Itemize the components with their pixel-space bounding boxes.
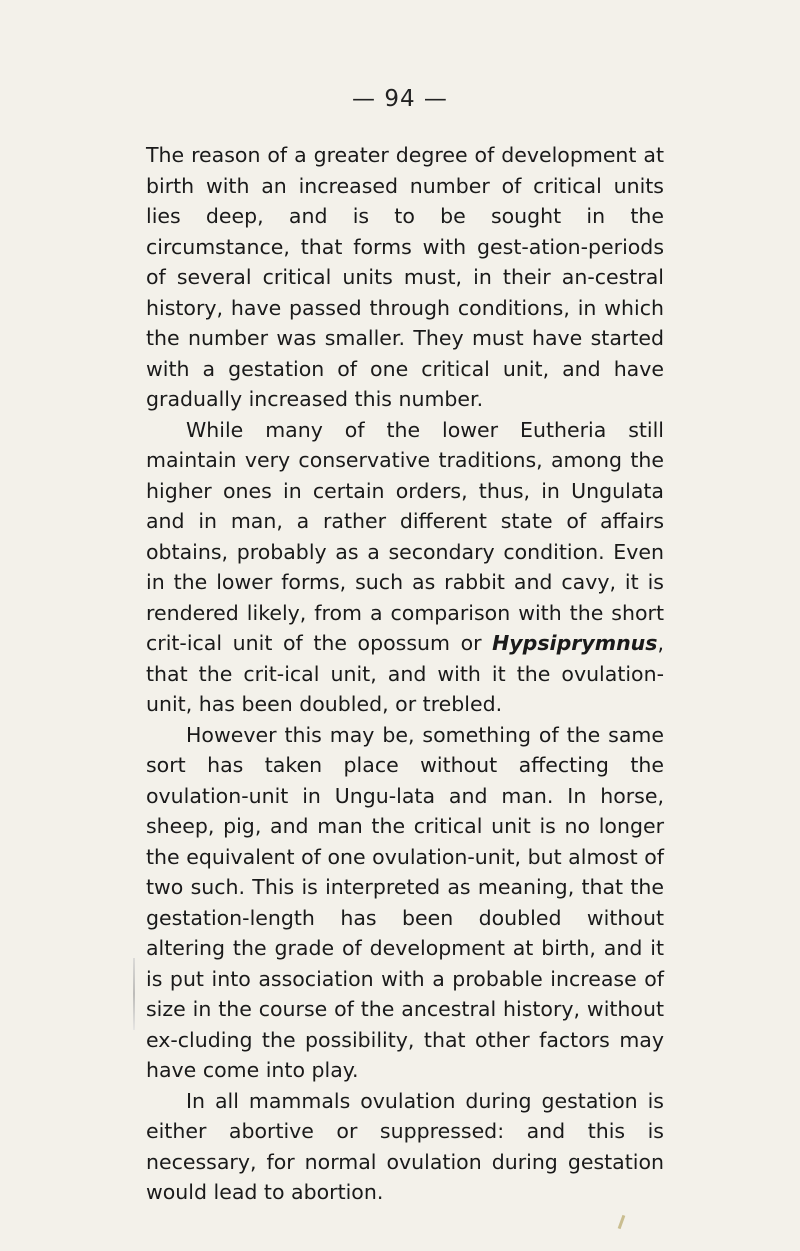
paragraph-4 xyxy=(146,1086,664,1208)
paragraph-2-text: While many of the lower Eutheria still maintain very conservative traditions, among the higher ones in certain orders, thus, in Ungulata and in man, a rather different state of affairs obtains, probably as a secondary condition. Even in the lower forms, such as rabbit and cavy, it is rendered likely, from a comparison with the short crit-ical unit of the opossum or xyxy=(146,417,664,655)
body-text xyxy=(146,140,664,1208)
page-number: — 94 — xyxy=(352,86,448,112)
paper-speck xyxy=(618,1215,626,1229)
paragraph-1 xyxy=(146,140,664,415)
paragraph-1-text: The reason of a greater degree of development at birth with an increased number of critical units lies deep, and is to be sought in the circumstance, that forms with gest-ation-periods of several critical units must, in their an-cestral history, have passed through conditions, in which the number was smaller. They must have started with a gestation of one critical unit, and have gradually increased this number. xyxy=(146,143,664,411)
paragraph-3 xyxy=(146,720,664,1086)
paragraph-4-text: In all mammals ovulation during gestation is either abortive or suppressed: and this is necessary, for normal ovulation during gestation would lead to abortion. xyxy=(146,1088,664,1204)
paragraph-2 xyxy=(146,415,664,720)
margin-mark xyxy=(133,958,135,1030)
paragraph-2-emphasis: Hypsiprymnus xyxy=(492,631,658,655)
paragraph-2-tail: , that the crit-ical unit, and with it the ovulation-unit, has been doubled, or trebled. xyxy=(146,631,664,716)
paragraph-3-text: However this may be, something of the same sort has taken place without affecting the ovulation-unit in Ungu-lata and man. In horse, sheep, pig, and man the critical unit is no longer the equivalent of one ovulation-unit, but almost of two such. This is interpreted as meaning, that the gestation-length has been doubled without altering the grade of development at birth, and it is put into association with a probable increase of size in the course of the ancestral history, without ex-cluding the possibility, that other factors may have come into play. xyxy=(146,722,664,1082)
